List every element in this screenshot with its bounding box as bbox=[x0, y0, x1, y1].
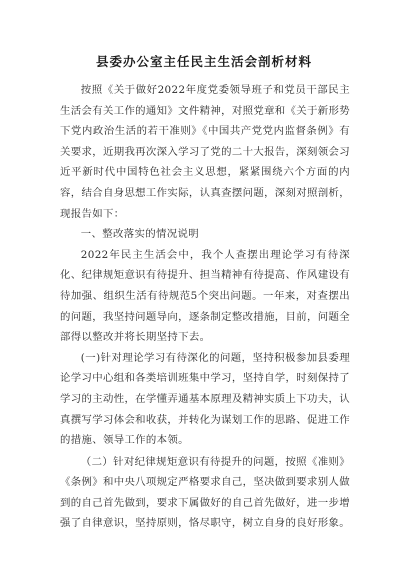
body-paragraph: (一)针对理论学习有待深化的问题，坚持积极参加县委理论学习中心组和各类培训班集中学习，坚持自学，时刻保持了学习的主动性，在学懂弄通基本原理及精神实质上下功夫，认真撰写学习体会和收获，并转化为谋划工作的思路、促进工作的措施、领导工作的本领。 bbox=[60, 351, 350, 447]
body-paragraph: （二）针对纪律规矩意识有待提升的问题，按照《准则》《条例》和中央八项规定严格要求自己，坚决做到要求别人做到的自己首先做到，要求下属做好的自己首先做好，进一步增强了自律意识，坚持原则，恪尽职守，树立自身的良好形象。 bbox=[60, 455, 350, 530]
body-paragraph: 2022年民主生活会中，我个人查摆出理论学习有待深化、纪律规矩意识有待提升、担当精神有待提高、作风建设有待加强、组织生活有待规范5个突出问题。一年来，对查摆出的问题，我坚持问题导向，逐条制定整改措施，目前，问题全部得以整改并将长期坚持下去。 bbox=[60, 248, 350, 344]
document-title: 县委办公室主任民主生活会剖析材料 bbox=[95, 54, 312, 69]
document-body bbox=[60, 80, 350, 534]
section-heading: 一、整改落实的情况说明 bbox=[80, 228, 199, 241]
intro-paragraph: 按照《关于做好2022年度党委领导班子和党员干部民主生活会有关工作的通知》文件精神，对照党章和《关于新形势下党内政治生活的若干准则》《中国共产党党内监督条例》有关要求，近期我再次深入学习了党的二十大报告，深刻领会习近平新时代中国特色社会主义思想，紧紧围绕六个方面的内容，结合自身思想工作实际，认真查摆问题，深刻对照剖析，现报告如下： bbox=[60, 84, 350, 220]
